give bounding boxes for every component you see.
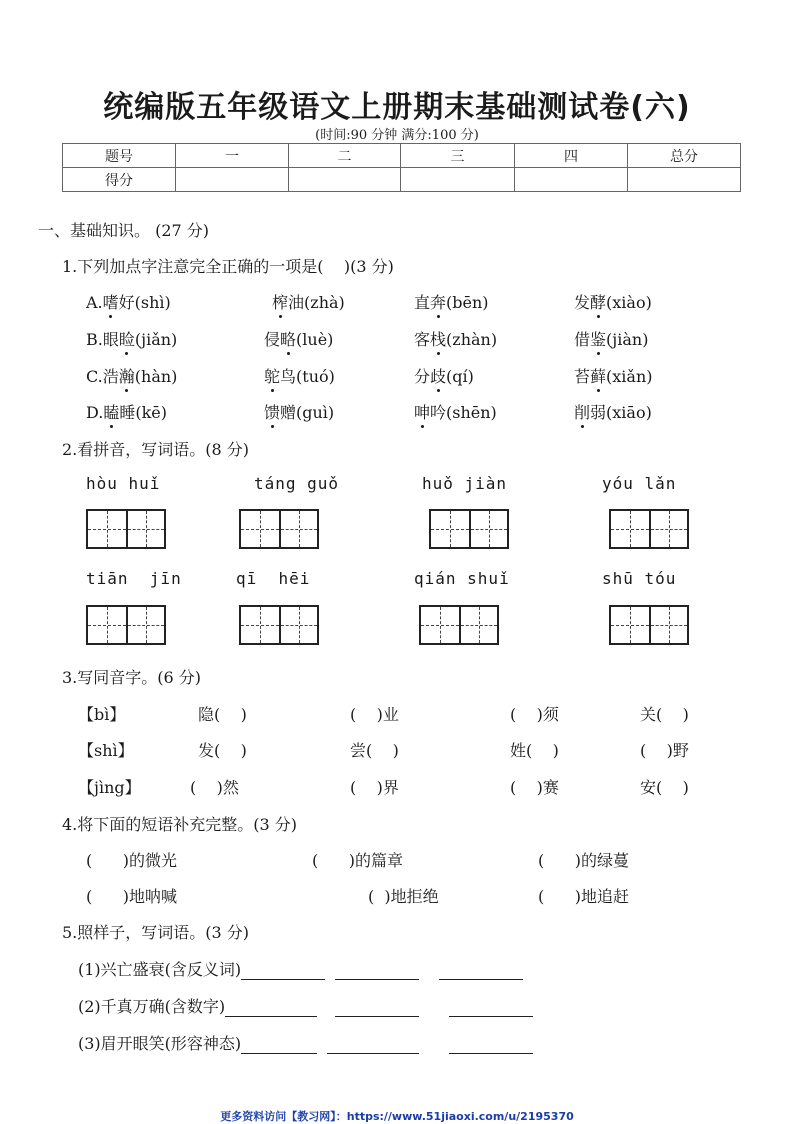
score-table-header-row bbox=[63, 144, 741, 168]
question-1-title: 1.下列加点字注意完全正确的一项是( )(3 分) bbox=[62, 257, 394, 276]
homophone-key: 【shì】 bbox=[78, 741, 134, 760]
phrase-blank[interactable]: ( )的篇章 bbox=[312, 851, 404, 870]
exam-subtitle: (时间:90 分钟 满分:100 分) bbox=[315, 128, 479, 143]
pinyin-label: táng guǒ bbox=[254, 474, 340, 493]
example-item-3 bbox=[78, 1031, 533, 1054]
score-cell[interactable] bbox=[515, 168, 628, 192]
score-table-row bbox=[63, 168, 741, 192]
option-a-word-4: 发酵(xiào) bbox=[574, 290, 652, 313]
score-header-cell: 一 bbox=[176, 144, 289, 168]
exam-title: 统编版五年级语文上册期末基础测试卷(六) bbox=[103, 90, 691, 125]
score-header-cell: 总分 bbox=[628, 144, 741, 168]
score-row-label: 得分 bbox=[63, 168, 176, 192]
option-b-word-2: 侵略(luè) bbox=[264, 327, 333, 350]
example-label: (1)兴亡盛衰(含反义词) bbox=[78, 960, 242, 979]
homophone-blank[interactable]: 安( ) bbox=[640, 778, 689, 797]
writing-grid[interactable] bbox=[609, 605, 689, 645]
score-header-cell: 四 bbox=[515, 144, 628, 168]
question-3-title: 3.写同音字。(6 分) bbox=[62, 668, 202, 687]
pinyin-label: qián shuǐ bbox=[414, 569, 510, 588]
answer-line[interactable] bbox=[225, 1000, 317, 1017]
score-cell[interactable] bbox=[401, 168, 515, 192]
footer-link[interactable]: 更多资料访问【教习网】：https://www.51jiaoxi.com/u/2195370 bbox=[220, 1110, 574, 1123]
option-b-word-1[interactable]: B.眼睑(jiǎn) bbox=[86, 327, 177, 350]
phrase-blank[interactable]: ( )的绿蔓 bbox=[538, 851, 630, 870]
pinyin-label: tiān jīn bbox=[86, 569, 182, 588]
option-c-word-1[interactable]: C.浩瀚(hàn) bbox=[86, 364, 177, 387]
homophone-blank[interactable]: ( )赛 bbox=[510, 778, 559, 797]
section-1-title: 一、基础知识。 (27 分) bbox=[38, 221, 210, 240]
option-c-word-2: 鸵鸟(tuó) bbox=[264, 364, 335, 387]
option-d-word-1[interactable]: D.瞌睡(kē) bbox=[86, 400, 167, 423]
pinyin-label: shū tóu bbox=[602, 569, 677, 588]
score-cell[interactable] bbox=[289, 168, 401, 192]
homophone-blank[interactable]: ( )业 bbox=[350, 705, 399, 724]
example-label: (2)千真万确(含数字) bbox=[78, 997, 226, 1016]
pinyin-label: hòu huǐ bbox=[86, 474, 161, 493]
score-header-cell: 三 bbox=[401, 144, 515, 168]
pinyin-label: huǒ jiàn bbox=[422, 474, 508, 493]
homophone-blank[interactable]: 关( ) bbox=[640, 705, 689, 724]
writing-grid[interactable] bbox=[239, 605, 319, 645]
answer-line[interactable] bbox=[335, 963, 419, 980]
phrase-blank[interactable]: ( )地拒绝 bbox=[368, 887, 439, 906]
pinyin-label: yóu lǎn bbox=[602, 474, 677, 493]
homophone-blank[interactable]: 尝( ) bbox=[350, 741, 399, 760]
option-d-word-3: 呻吟(shēn) bbox=[414, 400, 497, 423]
question-5-title: 5.照样子，写词语。(3 分) bbox=[62, 923, 250, 942]
option-a-word-2: 榨油(zhà) bbox=[272, 290, 345, 313]
option-d-word-2: 馈赠(guì) bbox=[264, 400, 334, 423]
pinyin-label: qī hēi bbox=[236, 569, 311, 588]
homophone-blank[interactable]: ( )野 bbox=[640, 741, 689, 760]
homophone-key: 【jìng】 bbox=[78, 778, 141, 797]
score-table bbox=[62, 143, 741, 192]
answer-line[interactable] bbox=[335, 1000, 419, 1017]
score-cell[interactable] bbox=[628, 168, 741, 192]
option-b-word-3: 客栈(zhàn) bbox=[414, 327, 497, 350]
question-4-title: 4.将下面的短语补充完整。(3 分) bbox=[62, 815, 298, 834]
writing-grid[interactable] bbox=[239, 509, 319, 549]
writing-grid[interactable] bbox=[86, 509, 166, 549]
answer-line[interactable] bbox=[449, 1000, 533, 1017]
homophone-blank[interactable]: 发( ) bbox=[198, 741, 247, 760]
writing-grid[interactable] bbox=[429, 509, 509, 549]
writing-grid[interactable] bbox=[86, 605, 166, 645]
score-header-cell: 题号 bbox=[63, 144, 176, 168]
option-c-word-4: 苔藓(xiǎn) bbox=[574, 364, 653, 387]
option-c-word-3: 分歧(qí) bbox=[414, 364, 474, 387]
example-item-1 bbox=[78, 957, 523, 980]
homophone-blank[interactable]: ( )须 bbox=[510, 705, 559, 724]
option-d-word-4: 削弱(xiāo) bbox=[574, 400, 652, 423]
answer-line[interactable] bbox=[241, 1037, 317, 1054]
homophone-key: 【bì】 bbox=[78, 705, 126, 724]
writing-grid[interactable] bbox=[419, 605, 499, 645]
example-label: (3)眉开眼笑(形容神态) bbox=[78, 1034, 242, 1053]
score-header-cell: 二 bbox=[289, 144, 401, 168]
score-cell[interactable] bbox=[176, 168, 289, 192]
phrase-blank[interactable]: ( )地追赶 bbox=[538, 887, 630, 906]
writing-grid[interactable] bbox=[609, 509, 689, 549]
option-a-word-1[interactable]: A.嗜好(shì) bbox=[86, 290, 171, 313]
answer-line[interactable] bbox=[449, 1037, 533, 1054]
homophone-blank[interactable]: 姓( ) bbox=[510, 741, 559, 760]
homophone-blank[interactable]: ( )然 bbox=[190, 778, 239, 797]
answer-line[interactable] bbox=[241, 963, 325, 980]
option-b-word-4: 借鉴(jiàn) bbox=[574, 327, 648, 350]
homophone-blank[interactable]: ( )界 bbox=[350, 778, 399, 797]
homophone-blank[interactable]: 隐( ) bbox=[198, 705, 247, 724]
question-2-title: 2.看拼音，写词语。(8 分) bbox=[62, 440, 250, 459]
phrase-blank[interactable]: ( )地呐喊 bbox=[86, 887, 178, 906]
answer-line[interactable] bbox=[327, 1037, 419, 1054]
answer-line[interactable] bbox=[439, 963, 523, 980]
example-item-2 bbox=[78, 994, 533, 1017]
phrase-blank[interactable]: ( )的微光 bbox=[86, 851, 178, 870]
option-a-word-3: 直奔(bēn) bbox=[414, 290, 489, 313]
